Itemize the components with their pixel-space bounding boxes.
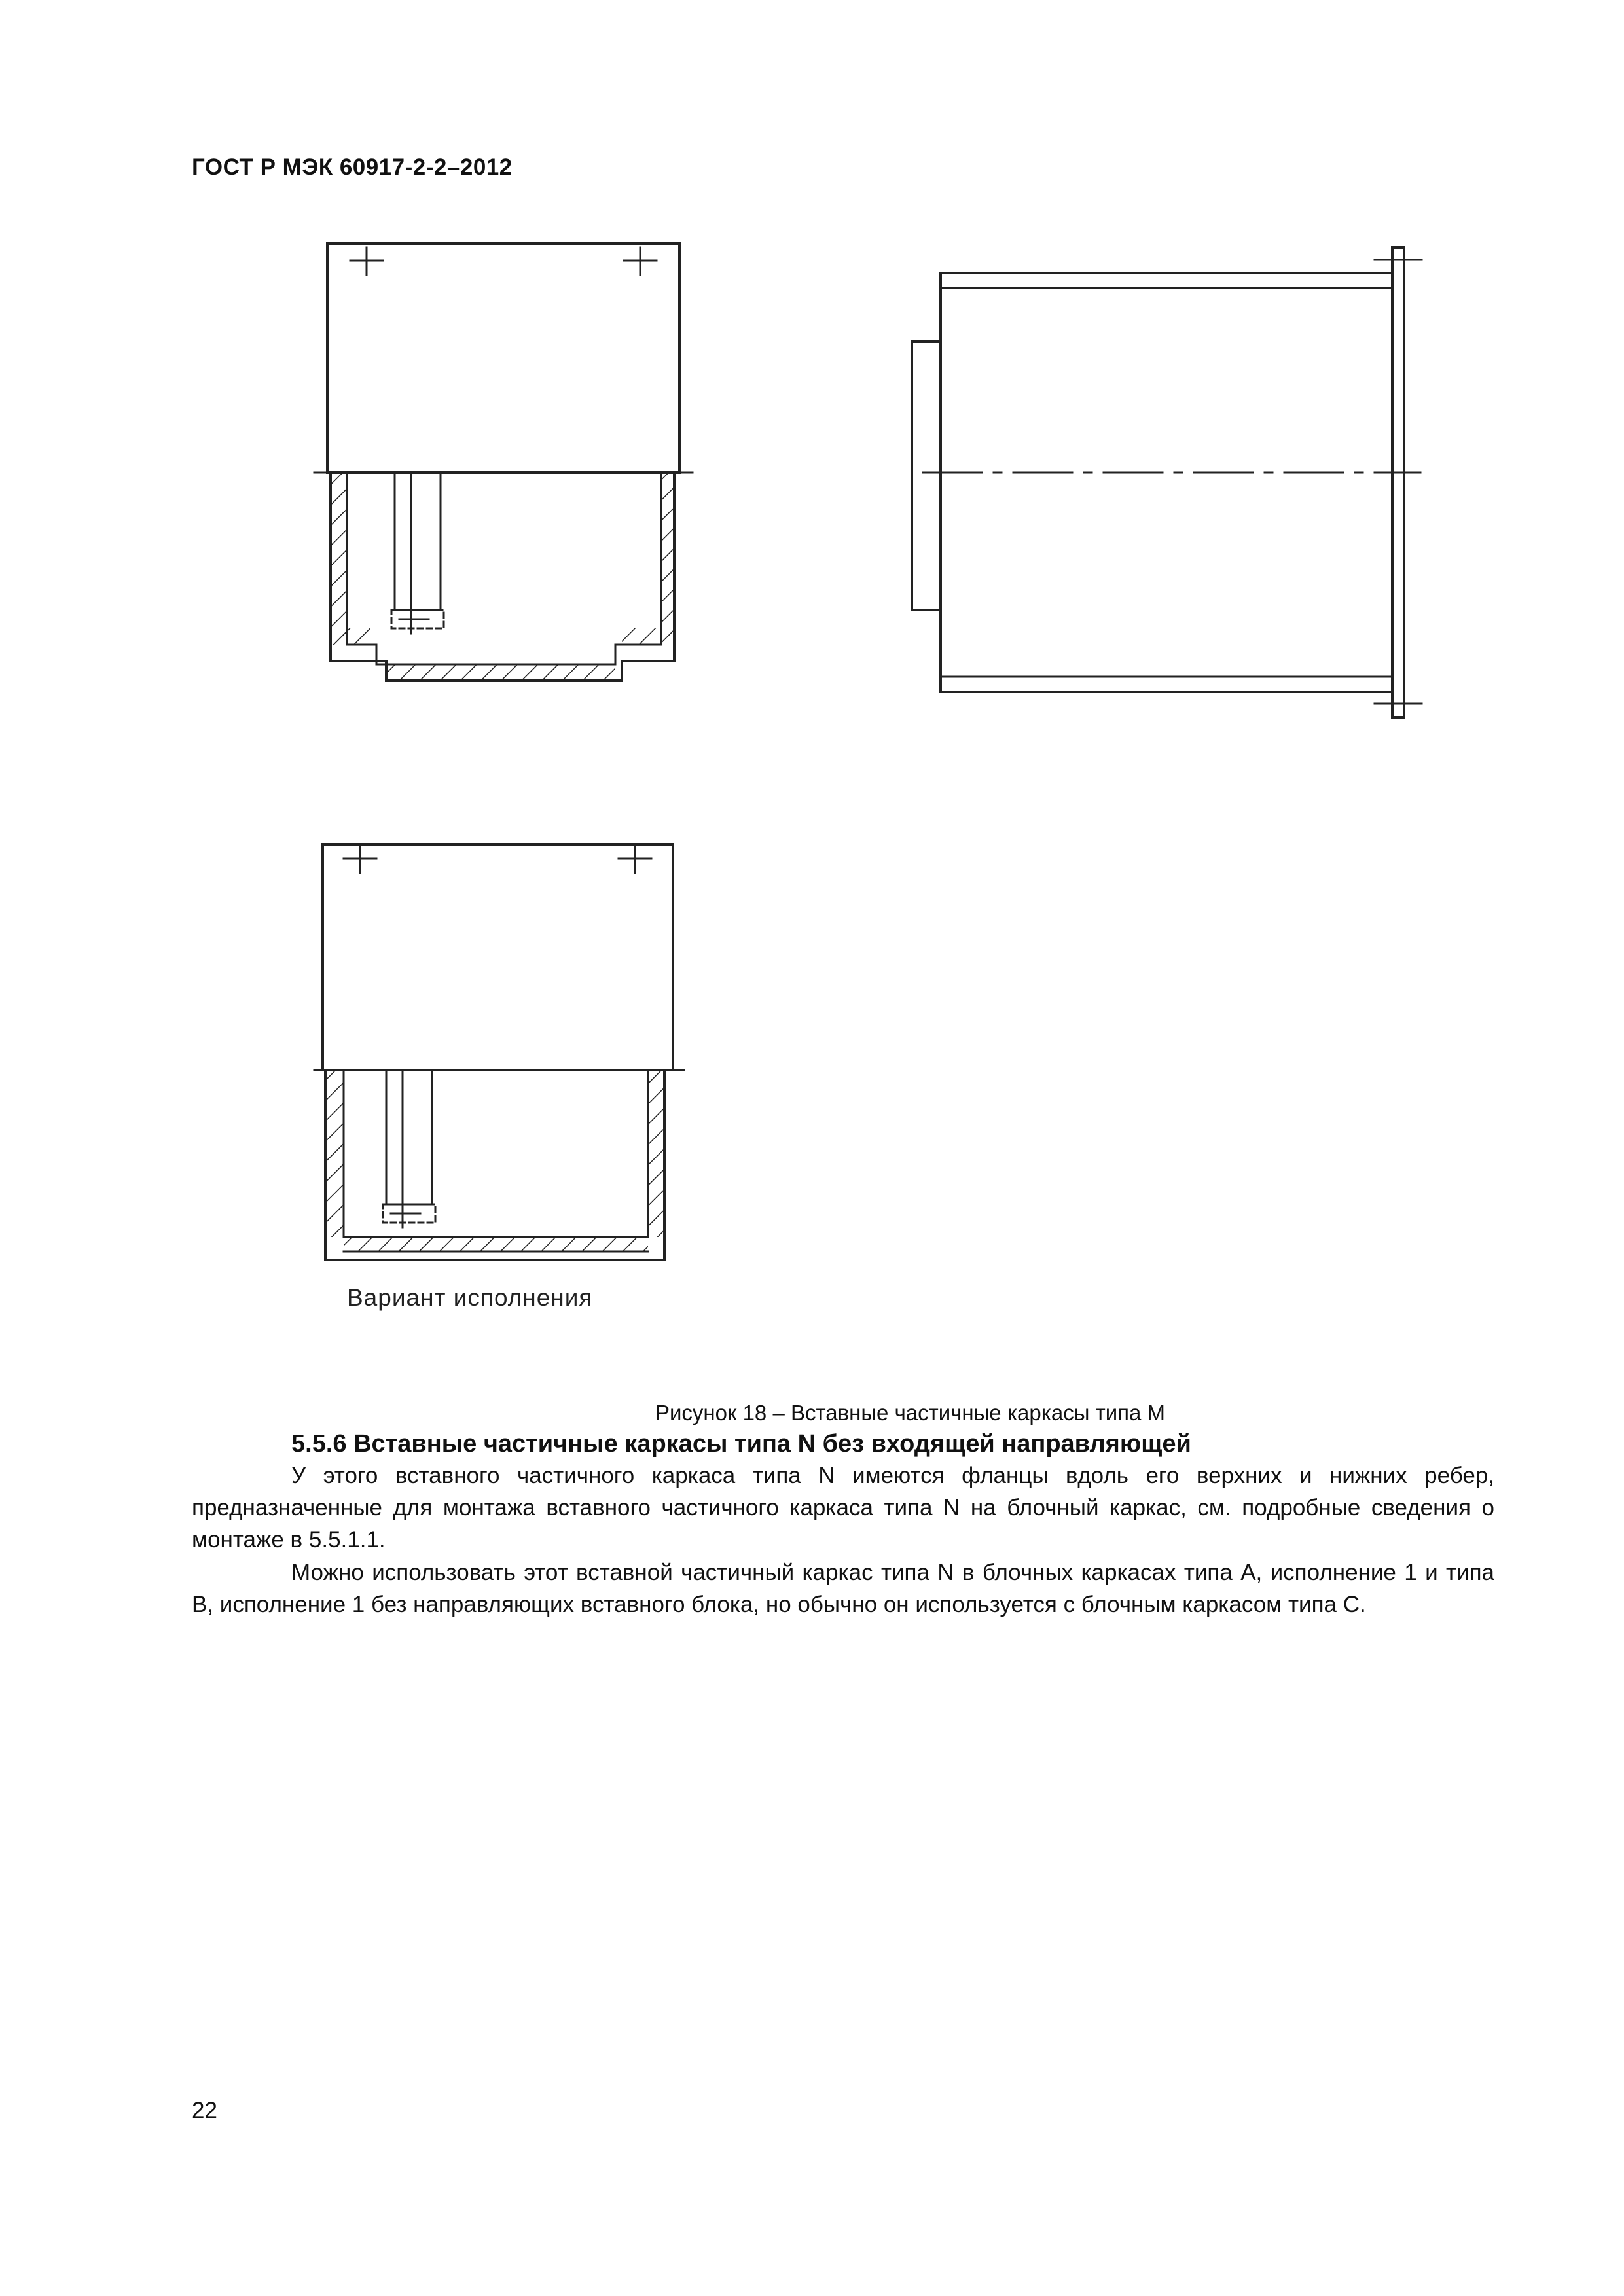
- front-view-drawing-variant: [314, 844, 684, 1260]
- figure-caption: Рисунок 18 – Вставные частичные каркасы типа M: [655, 1401, 1166, 1425]
- page-number: 22: [192, 2098, 217, 2123]
- body-paragraph: Можно использовать этот вставной частичный каркас типа N в блочных каркасах типа A, исполнение 1 и типа B, исполнение 1 без направляющих вставного блока, но обычно он используется с блочным каркасом типа C.: [192, 1560, 1494, 1617]
- body-paragraph: У этого вставного частичного каркаса типа N имеются фланцы вдоль его верхних и нижних ребер, предназначенные для монтажа вставного частичного каркаса типа N на блочный каркас, см. подробные сведения о монтаже в 5.5.1.1.: [192, 1463, 1494, 1552]
- variant-label: Вариант исполнения: [347, 1284, 593, 1311]
- front-view-drawing-1: [314, 243, 693, 681]
- section-heading: 5.5.6 Вставные частичные каркасы типа N без входящей направляющей: [291, 1430, 1191, 1458]
- side-view-drawing: [912, 247, 1422, 717]
- document-header: ГОСТ Р МЭК 60917-2-2–2012: [192, 154, 513, 180]
